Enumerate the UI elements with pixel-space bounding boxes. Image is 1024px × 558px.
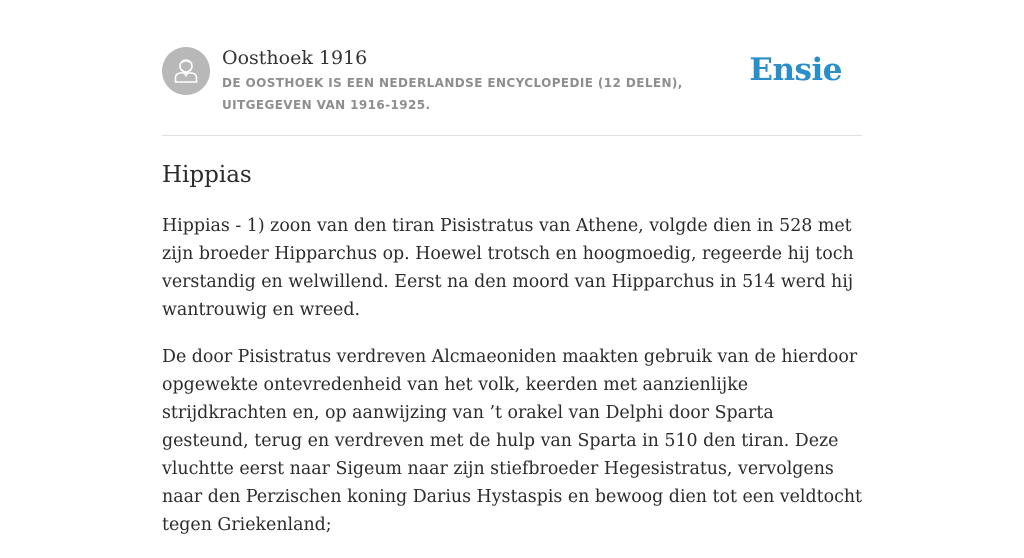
- ensie-logo[interactable]: Ensie: [749, 52, 842, 88]
- article-paragraph: De door Pisistratus verdreven Alcmaeoniden maakten gebruik van de hierdoor opgewekte ontevredenheid van het volk, keerden met aanzienlijke strijdkrachten en, op aanwijzing van ’t orakel van Delphi door Sparta gesteund, terug en verdreven met de hulp van Sparta in 510 den tiran. Deze vluchtte eerst naar Sigeum naar zijn stiefbroeder Hegesistratus, vervolgens naar den Perzischen koning Darius Hystaspis en bewoog dien tot een veldtocht tegen Griekenland;: [162, 347, 863, 535]
- source-description: DE OOSTHOEK IS EEN NEDERLANDSE ENCYCLOPEDIE (12 DELEN), UITGEGEVEN VAN 1916-1925.: [222, 76, 683, 112]
- user-icon: [162, 47, 210, 95]
- avatar[interactable]: [162, 47, 210, 95]
- source-title[interactable]: Oosthoek 1916: [222, 47, 368, 69]
- source-header: [162, 47, 862, 117]
- article-title: Hippias: [162, 162, 252, 188]
- article-body: [162, 212, 862, 558]
- page: [162, 0, 863, 535]
- article-paragraph: Hippias - 1) zoon van den tiran Pisistratus van Athene, volgde dien in 528 met zijn broeder Hipparchus op. Hoewel trotsch en hoogmoedig, regeerde hij toch verstandig en welwillend. Eerst na den moord van Hipparchus in 514 werd hij wantrouwig en wreed.: [162, 216, 854, 320]
- header-divider: [162, 135, 862, 136]
